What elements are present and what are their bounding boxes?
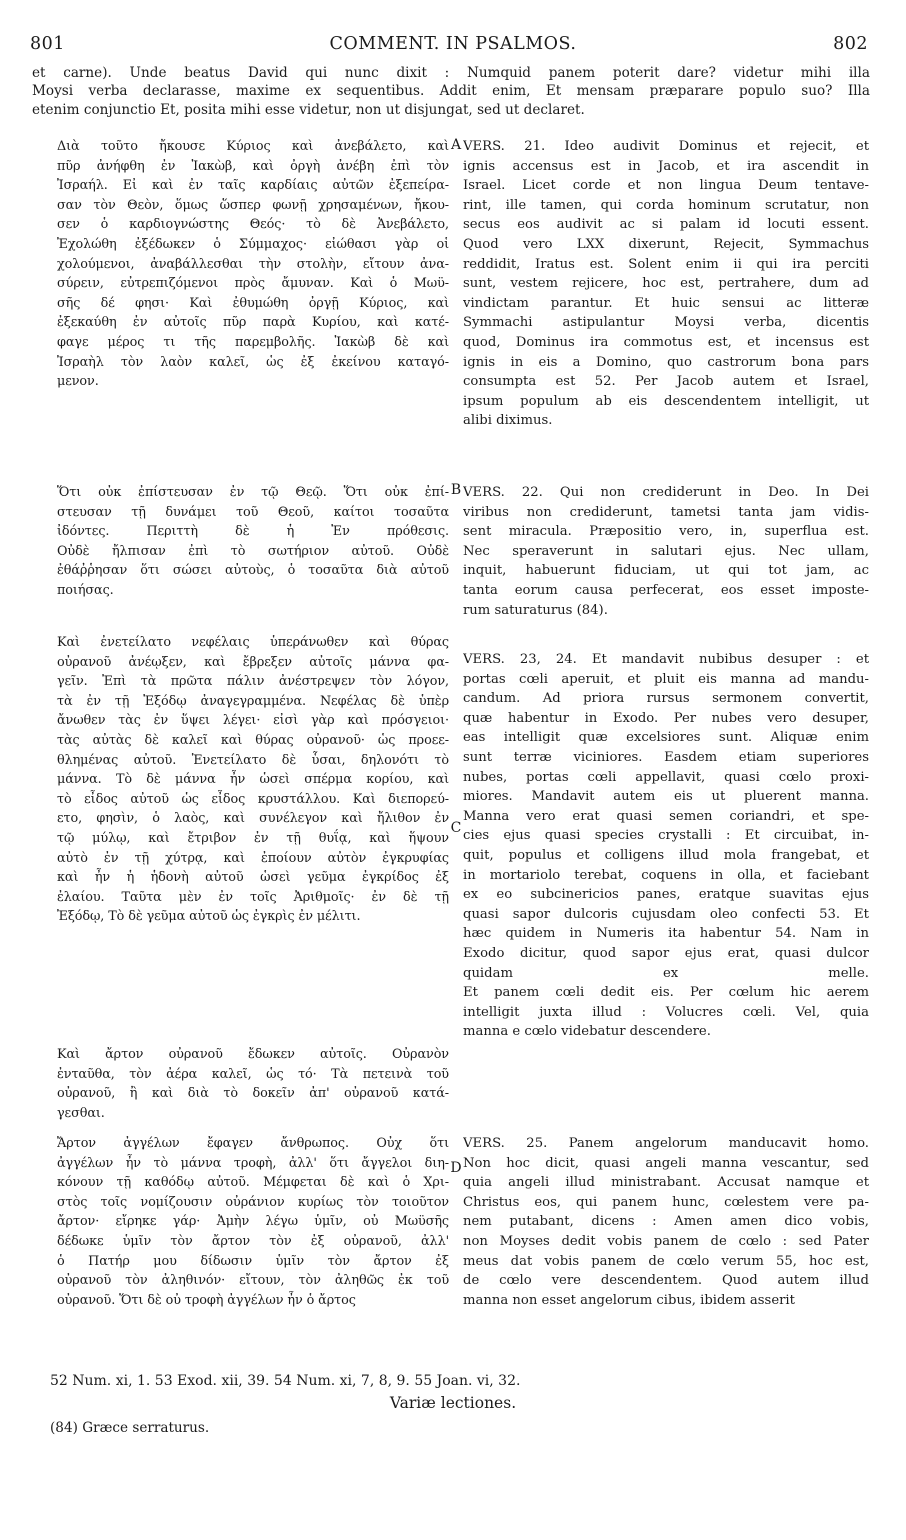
text-line: quæ habentur in Exodo. Per nubes vero desuper,	[463, 710, 869, 726]
text-line: cies ejus quasi species crystalli : Et circuibat, in-	[463, 828, 869, 844]
text-line: hæc quidem in Numeris ita habentur 54. Nam in	[463, 926, 869, 942]
intro-line: Moysi verba declarasse, maxime ex sequentibus. Addit enim, Et mensam præparare populo suo? Illa	[32, 83, 870, 100]
text-line: Nec speraverunt in salutari ejus. Nec ullam,	[463, 543, 869, 559]
text-line: viribus non crediderunt, tametsi tanta jam vidis-	[463, 504, 869, 520]
text-line: ἰδόντες. Περιττὴ δὲ ἡ Ἐν πρόθεσις.	[57, 524, 449, 540]
text-line: οὐρανοῦ ἀνέῳξεν, καὶ ἔβρεξεν αὐτοῖς μάννα φα-	[57, 654, 449, 670]
text-line: φαγε μέρος τι τῆς παρεμβολῆς. Ἰακὼβ δὲ καὶ	[57, 334, 449, 350]
text-line: quit, populus et colligens illud mola frangebat, et	[463, 847, 869, 863]
text-line: Ὅτι οὐκ ἐπίστευσαν ἐν τῷ Θεῷ. Ὅτι οὐκ ἐπί-	[57, 485, 449, 500]
text-line: γεῖν. Ἐπὶ τὰ πρῶτα πάλιν ἀνέστρεψεν τὸν λόγον,	[57, 674, 449, 690]
text-line: ipsum populum ab eis descendentem intelligit, ut	[463, 393, 869, 409]
text-line: ignis in eis a Domino, quo castrorum bona pars	[463, 354, 869, 370]
text-line: sunt, vestem rejicere, hoc est, pertrahere, dum ad	[463, 276, 869, 292]
text-line: rint, ille tamen, qui corda hominum scrutatur, non	[463, 197, 869, 213]
text-line: Οὐδὲ ἤλπισαν ἐπὶ τὸ σωτήριον αὐτοῦ. Οὐδὲ	[57, 543, 449, 559]
text-line: miores. Mandavit autem eis ut pluerent manna.	[463, 789, 869, 805]
intro-paragraph	[32, 64, 870, 119]
latin-block	[463, 1134, 869, 1310]
text-line: portas cœli aperuit, et pluit eis manna ad mandu-	[463, 671, 869, 687]
text-line: inquit, habuerunt fiduciam, ut qui tot jam, ac	[463, 563, 869, 579]
text-line: Ἐξόδῳ, Τὸ δὲ γεῦμα αὐτοῦ ὡς ἐγκρὶς ἐν μέλιτι.	[57, 909, 361, 925]
page-number-right: 802	[833, 34, 868, 54]
text-line: meus dat vobis panem de cœlo verum 55, hoc est,	[463, 1253, 869, 1269]
text-line: ignis accensus est in Jacob, et ira ascendit in	[463, 158, 869, 174]
variant-reading-84: (84) Græce serraturus.	[50, 1420, 210, 1436]
text-line: sunt terræ viciniores. Easdem etiam superiores	[463, 749, 869, 765]
text-line: ποιήσας.	[57, 582, 114, 598]
text-line: γεσθαι.	[57, 1105, 105, 1121]
text-line: θλημένας αὐτοῦ. Ἐνετείλατο δὲ ὗσαι, δηλονότι τὸ	[57, 752, 449, 768]
text-line: ετο, φησὶν, ὁ λαὸς, καὶ συνέλεγον καὶ ἤλιθον ἐν	[57, 811, 449, 827]
text-line: VERS. 23, 24. Et mandavit nubibus desuper : et	[463, 652, 869, 667]
text-line: ἐξεκαύθη ἐν αὐτοῖς πῦρ παρὰ Κυρίου, καὶ κατέ-	[57, 315, 449, 331]
page-number-left: 801	[30, 34, 65, 54]
text-line: Καὶ ἐνετείλατο νεφέλαις ὑπεράνωθεν καὶ θύρας	[57, 635, 449, 650]
text-line: ἄρτον· εἴρηκε γάρ· Ἀμὴν λέγω ὑμῖν, οὐ Μωϋσῆς	[57, 1214, 449, 1230]
margin-letter-c: C	[450, 820, 462, 836]
text-line: manna non esset angelorum cibus, ibidem asserit	[463, 1292, 795, 1308]
text-line: Ἄρτον ἀγγέλων ἔφαγεν ἄνθρωπος. Οὐχ ὅτι	[57, 1136, 449, 1151]
text-line: σύρειν, εὐτρεπιζόμενοι πρὸς ἄμυναν. Καὶ ὁ Μωϋ-	[57, 276, 449, 292]
text-line: VERS. 25. Panem angelorum manducavit homo.	[463, 1136, 869, 1151]
greek-block	[57, 1134, 449, 1310]
text-line: manna e cœlo videbatur descendere.	[463, 1024, 711, 1040]
greek-block	[57, 137, 449, 392]
text-line: secus eos audivit ac si palam id locuti essent.	[463, 217, 869, 233]
greek-block	[57, 633, 449, 927]
text-line: οὐρανοῦ. Ὅτι δὲ οὐ τροφὴ ἀγγέλων ἦν ὁ ἄρτος	[57, 1292, 356, 1308]
text-line: nubes, portas cœli appellavit, quasi cœlo proxi-	[463, 769, 869, 785]
greek-block	[57, 483, 449, 601]
greek-column	[57, 137, 449, 1362]
text-line: in mortariolo terebat, coquens in olla, et faciebant	[463, 867, 869, 883]
text-line: reddidit, Iratus est. Solent enim ii qui ira perciti	[463, 256, 869, 272]
text-line: Et panem cœli dedit eis. Per cœlum hic aerem	[463, 985, 869, 1001]
text-line: Ἰσραὴλ τὸν λαὸν καλεῖ, ὡς ἐξ ἐκείνου καταγό-	[57, 354, 449, 370]
text-line: κόνουν τῇ καθόδῳ αὐτοῦ. Μέμφεται δὲ καὶ ὁ Χρι-	[57, 1175, 449, 1191]
text-line: candum. Ad priora rursus sermonem convertit,	[463, 691, 869, 707]
text-line: Ἰσραήλ. Εἰ καὶ ἐν ταῖς καρδίαις αὐτῶν ἐξεπείρα-	[57, 178, 449, 194]
text-line: consumpta est 52. Per Jacob autem et Israel,	[463, 374, 869, 390]
text-line: δέδωκε ὑμῖν τὸν ἄρτον τὸν ἐξ οὐρανοῦ, ἀλλ'	[57, 1233, 449, 1249]
text-line: quia angeli illud ministrabant. Accusat namque et	[463, 1175, 869, 1191]
text-line: sent miracula. Præpositio vero, in, superflua est.	[463, 524, 869, 540]
text-line: Διὰ τοῦτο ἤκουσε Κύριος καὶ ἀνεβάλετο, καὶ	[57, 139, 449, 154]
latin-block	[463, 137, 869, 431]
text-line: χολούμενοι, ἀναβάλλεσθαι τὴν στολὴν, εἴτουν ἀνα-	[57, 256, 449, 272]
running-title: COMMENT. IN PSALMOS.	[329, 34, 577, 54]
variae-lectiones-heading: Variæ lectiones.	[389, 1394, 517, 1412]
text-line: quidam ex melle.	[463, 965, 869, 981]
text-line: Non hoc dicit, quasi angeli manna vescantur, sed	[463, 1155, 869, 1171]
text-line: vindictam parantur. Et huic sensui ac litteræ	[463, 295, 869, 311]
text-line: Ἐχολώθη ἐξέδωκεν ὁ Σύμμαχος· εἰώθασι γὰρ οἱ	[57, 236, 449, 252]
margin-letter-a: A	[450, 137, 462, 153]
text-line: οὐρανοῦ, ἢ καὶ διὰ τὸ δοκεῖν ἀπ' οὐρανοῦ κατά-	[57, 1086, 449, 1102]
latin-block	[463, 483, 869, 620]
text-line: alibi diximus.	[463, 413, 553, 429]
text-line: τὸ εἶδος αὐτοῦ ὡς εἶδος κρυστάλλου. Καὶ διεπορεύ-	[57, 791, 449, 807]
text-line: tanta eorum causa perfecerat, eos esset imposte-	[463, 582, 869, 598]
margin-letter-b: B	[450, 482, 462, 498]
intro-line: et carne). Unde beatus David qui nunc dixit : Numquid panem poterit dare? videtur mihi illa	[32, 65, 870, 81]
text-line: ἐθάῤῥησαν ὅτι σώσει αὐτοὺς, ὁ τοσαῦτα διὰ αὐτοῦ	[57, 563, 449, 579]
text-line: de cœlo vere descendentem. Quod autem illud	[463, 1273, 869, 1289]
text-line: rum saturaturus (84).	[463, 602, 608, 618]
text-line: μάννα. Τὸ δὲ μάννα ἦν ὡσεὶ σπέρμα κορίου, καὶ	[57, 772, 449, 788]
text-line: Symmachi astipulantur Moysi verba, dicentis	[463, 315, 869, 331]
text-line: intelligit juxta illud : Volucres cœli. Vel, quia	[463, 1004, 869, 1020]
text-line: ἄνωθεν τὰς ἐν ὕψει λέγει· εἰσὶ γὰρ καὶ πρόσγειοι·	[57, 713, 449, 729]
text-line: πῦρ ἀνήφθη ἐν Ἰακὼβ, καὶ ὀργὴ ἀνέβη ἐπὶ τὸν	[57, 158, 449, 174]
text-line: VERS. 21. Ideo audivit Dominus et rejecit, et	[463, 139, 869, 154]
text-line: στευσαν τῇ δυνάμει τοῦ Θεοῦ, καίτοι τοσαῦτα	[57, 504, 449, 520]
text-line: nem putabant, dicens : Amen amen dico vobis,	[463, 1214, 869, 1230]
text-line: Quod vero LXX dixerunt, Rejecit, Symmachus	[463, 236, 869, 252]
text-line: ἐνταῦθα, τὸν ἀέρα καλεῖ, ὡς τό· Τὰ πετεινὰ τοῦ	[57, 1066, 449, 1082]
text-line: τὰς αὐτὰς δὲ καλεῖ καὶ θύρας οὐρανοῦ· ὡς προεε-	[57, 732, 449, 748]
text-line: quasi sapor dulcoris cujusdam oleo confecti 53. Et	[463, 906, 869, 922]
text-line: non Moyses dedit vobis panem de cœlo : sed Pater	[463, 1233, 869, 1249]
greek-block	[57, 1045, 449, 1123]
text-line: eas intelligit quæ excelsiores sunt. Aliquæ enim	[463, 730, 869, 746]
text-line: ὁ Πατήρ μου δίδωσιν ὑμῖν τὸν ἄρτον ἐξ	[57, 1253, 449, 1269]
text-line: Israel. Licet corde et non lingua Deum tentave-	[463, 178, 869, 194]
text-line: ex eo subcinericios panes, eratque suavitas ejus	[463, 887, 869, 903]
text-line: αὐτὸ ἐν τῇ χύτρᾳ, καὶ ἐποίουν αὐτὸν ἐγκρυφίας	[57, 850, 449, 866]
text-line: Exodo dicitur, quod sapor ejus erat, quasi dulcor	[463, 945, 869, 961]
text-line: ἐλαίου. Ταῦτα μὲν ἐν τοῖς Ἀριθμοῖς· ἐν δὲ τῇ	[57, 889, 449, 905]
text-line: σαν τὸν Θεὸν, ὅμως ὥσπερ φωνῇ χρησαμένων, ἤκου-	[57, 197, 449, 213]
text-line: σῆς δέ φησι· Καὶ ἐθυμώθη ὀργῇ Κύριος, καὶ	[57, 295, 449, 311]
margin-letter-d: D	[450, 1160, 462, 1176]
text-line: οὐρανοῦ τὸν ἀληθινόν· εἴτουν, τὸν ἀληθῶς ἐκ τοῦ	[57, 1273, 449, 1289]
text-line: σεν ὁ καρδιογνώστης Θεός· τὸ δὲ Ἀνεβάλετο,	[57, 217, 449, 233]
text-line: quod, Dominus ira commotus est, et incensus est	[463, 334, 869, 350]
text-line: ἀγγέλων ἦν τὸ μάννα τροφὴ, ἀλλ' ὅτι ἄγγελοι διη-	[57, 1155, 449, 1171]
intro-line: etenim conjunctio Et, posita mihi esse videtur, non ut disjungat, sed ut declaret.	[32, 101, 585, 118]
text-line: Christus eos, qui panem hunc, cœlestem vere pa-	[463, 1194, 869, 1210]
text-line: τὰ ἐν τῇ Ἐξόδῳ ἀναγεγραμμένα. Νεφέλας δὲ ὑπὲρ	[57, 693, 449, 709]
latin-column	[463, 137, 869, 1362]
text-line: Καὶ ἄρτον οὐρανοῦ ἔδωκεν αὐτοῖς. Οὐρανὸν	[57, 1047, 449, 1062]
latin-block	[463, 650, 869, 1042]
text-line: καὶ ἦν ἡ ἡδονὴ αὐτοῦ ὡσεὶ γεῦμα ἐγκρίδος ἐξ	[57, 870, 449, 886]
text-line: στὸς τοῖς νομίζουσιν οὐράνιον κυρίως τὸν τοιοῦτον	[57, 1194, 449, 1210]
text-line: Manna vero erat quasi semen coriandri, et spe-	[463, 808, 869, 824]
text-line: μενον.	[57, 374, 99, 390]
text-line: τῷ μύλῳ, καὶ ἔτριβον ἐν τῇ θυΐᾳ, καὶ ἥψουν	[57, 830, 449, 846]
footnotes: 52 Num. xi, 1. 53 Exod. xii, 39. 54 Num. xi, 7, 8, 9. 55 Joan. vi, 32.	[50, 1373, 521, 1389]
text-line: VERS. 22. Qui non crediderunt in Deo. In Dei	[463, 485, 869, 500]
